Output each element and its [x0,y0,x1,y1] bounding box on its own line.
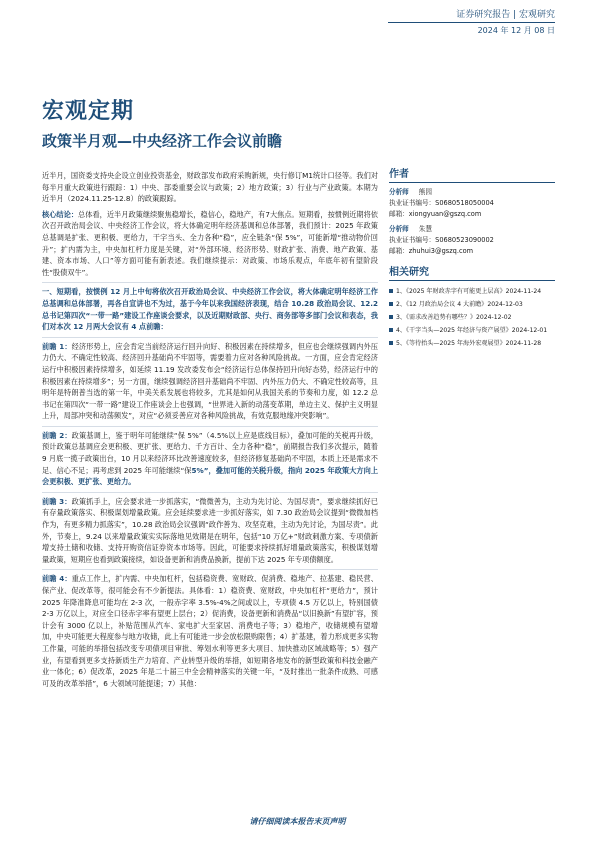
analyst-2-cert-label: 执业证书编号： [389,236,436,244]
analyst-2-email-line [389,246,555,257]
report-type: 宏观定期 [42,99,135,124]
related-item-text: 4、《干字当头—2025 年经济与资产展望》2024-12-01 [396,327,548,334]
analyst-2-email[interactable]: zhuhui3@gszq.com [408,247,474,255]
author-heading: 作者 [389,165,555,183]
related-item-text: 2、《12 月政治局会议 4 大前瞻》2024-12-03 [396,301,523,308]
outlook-3-label: 前瞻 3： [42,496,72,506]
related-item[interactable] [389,311,555,324]
related-item[interactable] [389,298,555,311]
main-body [42,170,378,693]
outlook-1-text: 经济形势上，应会肯定当前经济运行回升向好、积极因素在持续增多，但应也会继续强调内外压力仍大、不确定性较高、经济回升基础尚不牢固等，需要着力应对各种风险挑战。一方面，应会肯定经济运行中积极因素持续增多，如延续 11.19 发改委发布会“经济运行总体保持回升向好态势，经济运行中的积极因素在持续增多”；另一方面，继续强调经济回升基础尚不牢固、内外压力仍大、不确定性较高等，且明年是特朗普当选的第一年，中美关系发展也将较多，尤其是如何从我国关系的节奏和力度，如 12.2 总书记在第四次“一带一路”建设工作座谈会上也强调，“世界进入新的动荡变革期，单边主义、保护主义明显上升，局部冲突和动荡频发”，对应“必须妥善应对各种风险挑战，有效克服地缘冲突影响”。 [42,341,378,421]
analyst-2-name: 朱慧 [418,225,432,233]
report-date: 2024 年 12 月 08 日 [477,26,555,35]
section-1-paragraph: 一、短期看，按惯例 12 月上中旬将依次召开政治局会议、中央经济工作会议，将大体确定明年经济工作总基调和总体部署，再各自宣讲也不为过，基于今年以来我国经济表现，结合 10.28 政治局会议、12.2 总书记第四次“一带一路”建设工作座谈会要求，以及近期财政部、央行、商务部等多部门会议和表态，我们对本次 12 月两大会议有 4 点前瞻： [42,282,378,332]
header-label: 证券研究报告 | 宏观研究 [456,10,555,20]
analyst-1-email-line [389,209,555,220]
analyst-1-name: 熊园 [418,188,432,196]
outlook-1-paragraph [42,337,378,422]
bullet-icon [389,289,393,293]
outlook-2-label: 前瞻 2： [42,430,72,440]
bullet-icon [389,302,393,306]
analyst-2-name-line [389,224,555,235]
outlook-2-text-b: 5%”，叠加可能的关税升级，指向 2025 年政策大方向上会更积极、更扩张、更给力。 [42,465,379,487]
core-view-label: 核心结论： [42,209,79,219]
analyst-1-cert: S0680518050004 [435,199,494,207]
report-title: 政策半月观—中央经济工作会议前瞻 [42,132,283,150]
related-heading: 相关研究 [389,263,555,281]
analyst-1-email-label: 邮箱： [389,210,409,218]
related-item[interactable] [389,337,555,350]
outlook-2-text-a: 政策基调上，鉴于明年可能继续“保 5%”（4.5%以上应是底线目标），叠加可能的关税再升级，预计政策总基调应会更积极、更扩张、更给力、千方百计、全力各种“稳”，前期报告我们多次提示，随着 9 月底一揽子政策出台，10 月以来经济环比改善速度较多，但经济修复基础尚不牢固，本质上还是需求不足、信心不足；再考虑到 2025 年可能继续“保 [42,430,378,475]
analyst-1-cert-line [389,198,555,209]
bullet-icon [389,315,393,319]
intro-paragraph: 近半月，国资委支持央企设立创业投资基金，财政部发布政府采购新规，央行修订M1统计口径等。我们对每半月重大政策进行跟踪：1）中央、部委重要会议与政策；2）地方政策；3）行业与产业政策。本期为近半月（2024.11.25-12.8）的政策跟踪。 [42,171,378,204]
analyst-2-email-label: 邮箱： [389,247,409,255]
sidebar [389,165,555,350]
outlook-4-paragraph [42,569,378,689]
analyst-1-role: 分析师 [389,188,409,196]
analyst-1-cert-label: 执业证书编号： [389,199,436,207]
related-item-text: 1、《2025 年财政赤字有可能更上层高》2024-11-24 [396,288,542,295]
bullet-icon [389,341,393,345]
footer-disclaimer: 请仔细阅读本报告末页声明 [249,817,346,826]
header-divider [388,22,555,23]
outlook-2-paragraph [42,426,378,488]
outlook-4-text: 重点工作上，扩内需、中央加杠杆，包括稳资费、宽财政、促消费、稳地产、拉基建、稳民营、保产业、促改革等，很可能会有不少新提法。具体看：1）稳资费、宽财政，中央加杠杆“更给力”，预计 2025 年降准降息可能均在 2-3 次，一般赤字率 3.5%-4%之间或以上，专项债 4.5 万亿以上，特别国债 2-3 万亿以上，对应全口径赤字率有望更上层台；2）促消费，设备更新和消费品“以旧换新”有望扩容，预计会有 3000 亿以上，补贴范围从汽车、家电扩大至家居、消费电子等；3）稳地产，收储规模有望增加，中央可能更大程度参与地方收储，此上有可能进一步会放松限购限售；4）扩基建，着力形成更多实物工作量，可能的举措包括改变专项债项目审批、筹划水利等更多大项目、加快推动区域战略等；5）强产业，有望看到更多支持新质生产力培育、产业转型升级的举措，如短期各地发布的新型政策和科技金融产业一体化；6）促改革，2025 年是二十届三中全会精神落实的关键一年，“及时推出一批条件成熟、可感可及的改革举措”，6 大领域可能提速；7）其他： [42,574,378,688]
analyst-2-cert-line [389,235,555,246]
analyst-2-role: 分析师 [389,225,409,233]
outlook-3-text: 政策抓手上，应会要求进一步抓落实，“微微善为，主动为先讨论、为国尽责”，要求继续抓好已有存量政策落实、积极谋划增量政策。应会延续要求进一步抓好落实，如 7.30 政治局会议提到“微微加档作为，有更多精力抓落实”，10.28 政治局会议强调“政作善为、攻坚克难，主动为先讨论，为国尽责”。此外，节奏上，9.24 以来增量政策实实际落地见效期是在明年，包括“10 万亿+”财政刺激方案、专项债新增支持土储和收储、支持开购资信证券资本市场等。因此，可能要求持续抓好增量政策落实，积极谋划增量政策，短期应也看到政策接续，如设备更新和消费品换新，提前下达 2025 年专项债额度。 [42,496,378,564]
analyst-1-email[interactable]: xiongyuan@gszq.com [408,210,482,218]
outlook-3-paragraph [42,492,378,566]
core-view-paragraph [42,209,378,279]
related-item[interactable] [389,285,555,298]
analyst-1-name-line [389,187,555,198]
related-item-text: 3、《需求改善趋势有哪些？》2024-12-02 [396,314,512,321]
related-item[interactable] [389,324,555,337]
analyst-2-cert: S0680523090002 [435,236,494,244]
core-view-text: 总体看，近半月政策继续聚焦稳增长，稳信心，稳地产，有7大焦点。短期看，按惯例近期将依次召开政治局会议、中央经济工作会议，将大体确定明年经济基调和总体部署，我们预计：2025 年政策总基调是扩张、更积极、更给力，干字当头、全力各种“稳”，应全链条“保 5%”，可能新增“推动物价回升”；扩内需为主，中央加杠杆力度是关键，对“外部环境、经济形势、财政扩张、消费、地产政策、基建、资本市场、人口”等方面可能有新表述。我们继续提示：对政策、市场乐观点，年底年初有望阶段性“股债双牛”。 [42,209,378,277]
header-label-block [355,8,555,22]
related-item-text: 5、《等待抬头—2025 年海外宏观展望》2024-11-28 [396,340,542,347]
outlook-1-label: 前瞻 1： [42,341,72,351]
bullet-icon [389,328,393,332]
outlook-4-label: 前瞻 4： [42,574,72,584]
